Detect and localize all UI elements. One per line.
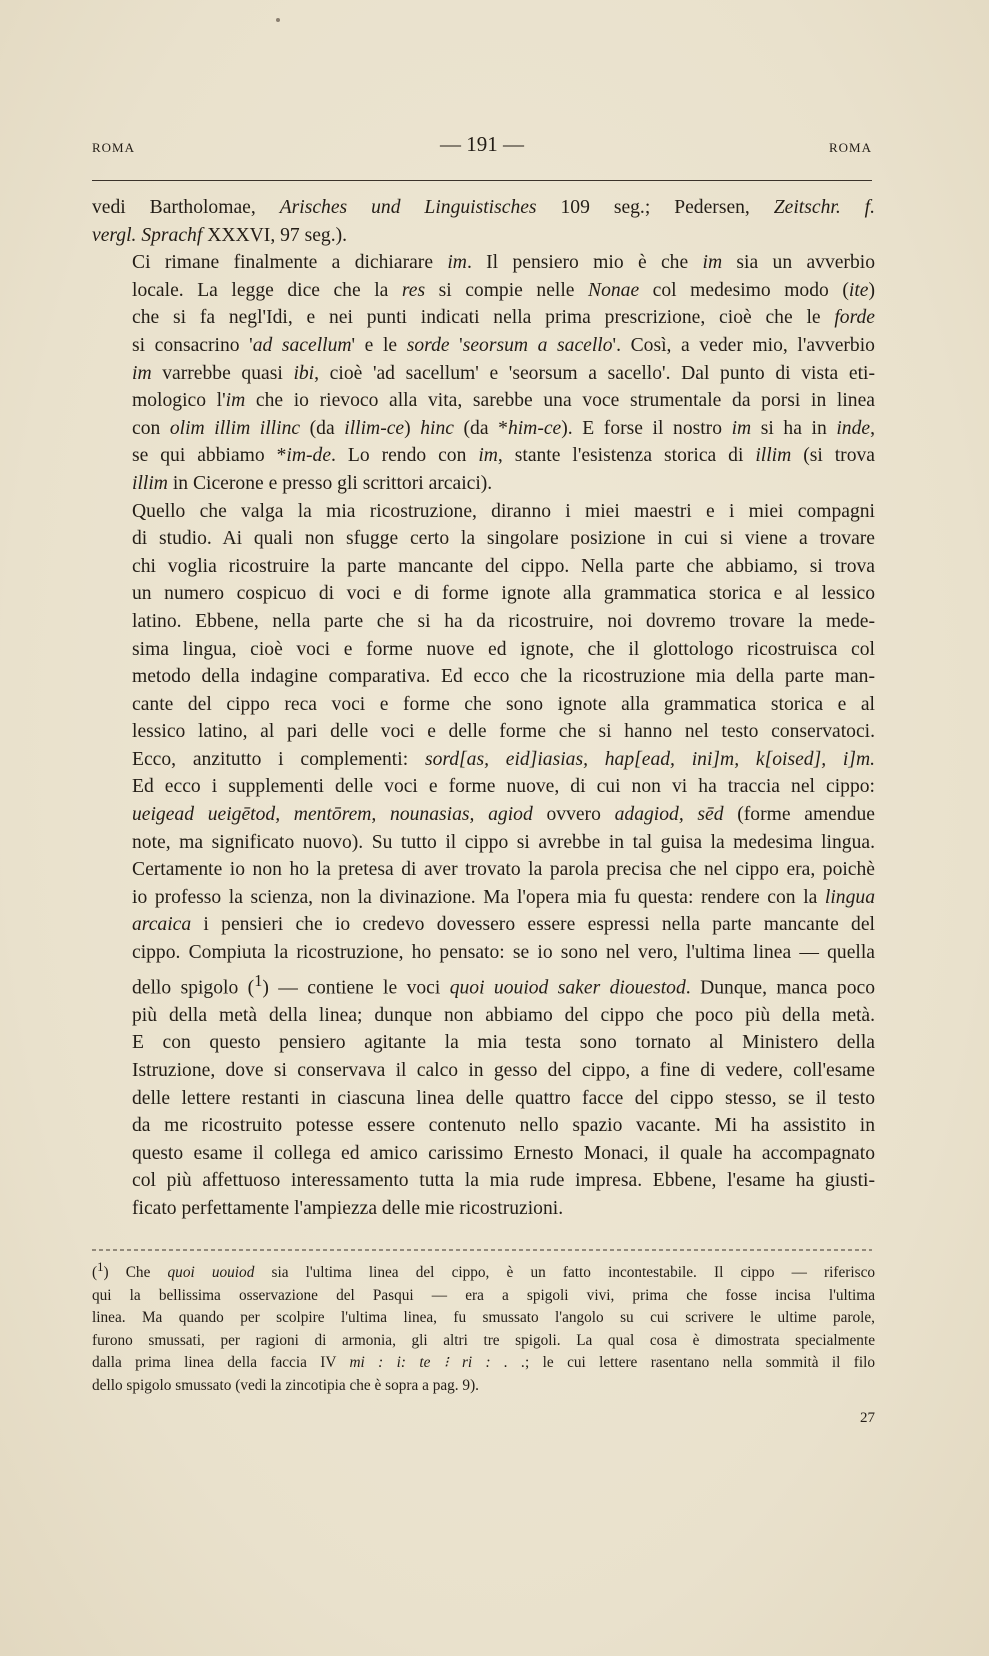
footnote-line: linea. Ma quando per scolpire l'ultima linea, fu smussato l'angolo su cui scrivere le ultime parole, — [92, 1309, 875, 1327]
footnote-line: furono smussati, per ragioni di armonia, gli altri tre spigoli. La qual cosa è dimostrata specialmente — [92, 1331, 875, 1349]
paragraph-2 — [92, 249, 875, 497]
text-line: ueigead ueigētod, mentōrem, nounasias, agiod ovvero adagiod, sēd (forme amendue — [132, 804, 875, 826]
text-line: dello spigolo ($^1$) — contiene le voci quoi uouiod saker diouestod. Dunque, manca poco — [132, 970, 876, 999]
text-line: col più affettuoso interessamento tutta la mia rude impresa. Ebbene, l'esame ha giusti- — [132, 1170, 875, 1192]
text-line: di studio. Ai quali non sfugge certo la singolare posizione in cui si viene a trovare — [132, 528, 875, 550]
header-page-number: — 191 — — [440, 132, 524, 156]
text-line: io professo la scienza, non la divinazione. Ma l'opera mia fu questa: rendere con la lingua — [132, 886, 875, 908]
header-rule — [92, 180, 872, 181]
text-line: mologico l'im che io rievoco alla vita, sarebbe una voce strumentale da porsi in linea — [132, 390, 875, 412]
text-line: un numero cospicuo di voci e di forme ignote alla grammatica storica e al lessico — [132, 583, 875, 605]
text-line: E con questo pensiero agitante la mia testa sono tornato al Ministero della — [132, 1032, 875, 1054]
text-line: im varrebbe quasi ibi, cioè 'ad sacellum' e 'seorsum a sacello'. Dal punto di vista eti- — [132, 362, 875, 384]
text-line: cippo. Compiuta la ricostruzione, ho pensato: se io sono nel vero, l'ultima linea — quella — [132, 942, 875, 964]
text-line: arcaica i pensieri che io credevo dovessero essere espressi nella parte mancante del — [132, 914, 875, 936]
text-line: si consacrino 'ad sacellum' e le sorde 'seorsum a sacello'. Così, a veder mio, l'avverbio — [132, 334, 875, 356]
text-line: Ed ecco i supplementi delle voci e forme nuove, di cui non vi ha traccia nel cippo: — [132, 776, 875, 798]
header-left: ROMA — [92, 140, 136, 155]
text-line: con olim illim illinc (da illim-ce) hinc (da *him-ce). E forse il nostro im si ha in inde, — [132, 417, 875, 439]
text-line: locale. La legge dice che la res si compie nelle Nonae col medesimo modo (ite) — [132, 279, 875, 301]
running-header — [92, 132, 872, 162]
ink-speck — [276, 18, 280, 22]
text-line: Quello che valga la mia ricostruzione, diranno i miei maestri e i miei compagni — [132, 500, 875, 522]
text-line: da me ricostruito potesse essere contenuto nello spazio vacante. Mi ha assistito in — [132, 1115, 875, 1137]
text-line: sima lingua, cioè voci e forme nuove ed ignote, che il glottologo ricostruisca col — [132, 638, 875, 660]
text-line: ficato perfettamente l'ampiezza delle mie ricostruzioni. — [132, 1197, 564, 1219]
text-line: vergl. Sprachf XXXVI, 97 seg.). — [92, 224, 348, 246]
paragraph-1 — [92, 194, 875, 249]
text-line: più della metà della linea; dunque non abbiamo del cippo che poco più della metà. — [132, 1004, 875, 1026]
text-line: lessico latino, al pari delle voci e delle forme che si hanno nel testo conservatoci. — [132, 721, 875, 743]
text-line: illim in Cicerone e presso gli scrittori arcaici). — [132, 472, 493, 494]
paragraph-3 — [92, 498, 875, 1223]
text-line: vedi Bartholomae, Arisches und Linguistisches 109 seg.; Pedersen, Zeitschr. f. — [92, 197, 875, 218]
text-line: Ecco, anzitutto i complementi: sord[as, eid]iasias, hap[ead, ini]m, k[oised], i]m. — [132, 748, 875, 770]
text-line: latino. Ebbene, nella parte che si ha da ricostruire, noi dovremo trovare la mede- — [132, 610, 875, 632]
main-text — [92, 194, 875, 1223]
text-line: se qui abbiamo *im-de. Lo rendo con im, stante l'esistenza storica di illim (si trova — [132, 445, 875, 467]
text-line: Istruzione, dove si conservava il calco in gesso del cippo, a fine di vedere, coll'esame — [132, 1059, 875, 1081]
footnote-rule — [92, 1248, 872, 1252]
text-line: Ci rimane finalmente a dichiarare im. Il pensiero mio è che im sia un avverbio — [132, 252, 875, 274]
text-line: cante del cippo reca voci e forme che sono ignote alla grammatica storica e al — [132, 693, 875, 715]
signature-number: 27 — [860, 1410, 875, 1426]
footnote — [92, 1256, 875, 1398]
text-line: chi voglia ricostruire la parte mancante del cippo. Nella parte che abbiamo, si trova — [132, 555, 875, 577]
header-right: ROMA — [828, 140, 872, 155]
footnote-line: dello spigolo smussato (vedi la zincotipia che è sopra a pag. 9). — [92, 1377, 479, 1395]
text-line: che si fa negl'Idi, e nei punti indicati nella prima prescrizione, cioè che le forde — [132, 307, 875, 329]
footnote-line: dalla prima linea della faccia IV mi : i: te ⁝ ri : . .; le cui lettere rasentano nella sommità il filo — [92, 1354, 875, 1372]
text-line: note, ma significato nuovo). Su tutto il cippo si avrebbe in tal guisa la medesima lingua. — [132, 831, 875, 853]
text-line: metodo della indagine comparativa. Ed ecco che la ricostruzione mia della parte man- — [132, 666, 875, 688]
text-line: delle lettere restanti in ciascuna linea delle quattro facce del cippo stesso, se il testo — [132, 1087, 875, 1109]
footnote-line: ($^1$) Che quoi uouiod sia l'ultima linea del cippo, è un fatto incontestabile. Il cippo — riferisco — [92, 1260, 876, 1282]
text-line: questo esame il collega ed amico carissimo Ernesto Monaci, il quale ha accompagnato — [132, 1142, 875, 1164]
footnote-line: qui la bellissima osservazione del Pasqui — era a spigoli vivi, prima che fosse incisa l'ultima — [92, 1286, 875, 1304]
text-line: Certamente io non ho la pretesa di aver trovato la parola precisa che nel cippo era, poichè — [132, 859, 875, 881]
